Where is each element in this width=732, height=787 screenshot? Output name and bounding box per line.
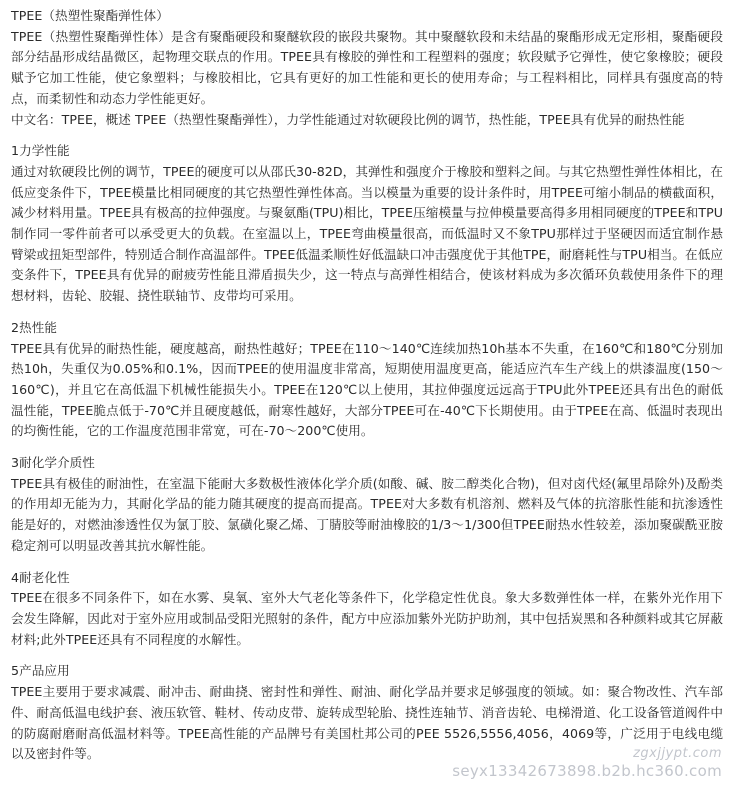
article: [11, 6, 723, 765]
section-body-thermal: TPEE具有优异的耐热性能，硬度越高，耐热性越好；TPEE在110～140℃连续加热10h基本不失重，在160℃和180℃分别加热10h，失重仅为0.05%和0.1%，因而TPEE的使用温度非常高，短期使用温度更高，能适应汽车生产线上的烘漆温度(150～160℃)，并且它在高低温下机械性能损失小。TPEE在120℃以上使用，其拉伸强度远远高于TPU此外TPEE还具有出色的耐低温性能，TPEE脆点低于-70℃并且硬度越低，耐寒性越好，大部分TPEE可在-40℃下长期使用。由于TPEE在高、低温时表现出的均衡性能，它的工作温度范围非常宽，可在-70～200℃使用。: [11, 340, 723, 439]
alias-line: 中文名：TPEE，概述 TPEE（热塑性聚酯弹性），力学性能通过对软硬段比例的调节，热性能，TPEE具有优异的耐热性能: [11, 111, 685, 127]
section-heading-applications: 5产品应用: [11, 663, 70, 679]
intro-paragraph: TPEE（热塑性聚酯弹性体）是含有聚酯硬段和聚醚软段的嵌段共聚物。其中聚醚软段和未结晶的聚酯形成无定形相，聚酯硬段部分结晶形成结晶微区，起物理交联点的作用。TPEE具有橡胶的弹性和工程塑料的强度；软段赋予它弹性，使它象橡胶；硬段赋予它加工性能，使它象塑料；与橡胶相比，它具有更好的加工性能和更长的使用寿命；与工程料相比，同样具有强度高的特点，而柔韧性和动态力学性能更好。: [11, 28, 723, 106]
section-gap: [11, 307, 723, 318]
section-body-chemical: TPEE具有极佳的耐油性，在室温下能耐大多数极性液体化学介质(如酸、碱、胺二醇类化合物)，但对卤代烃(氟里昂除外)及酚类的作用却无能为力，其耐化学品的能力随其硬度的提高而提高。TPEE对大多数有机溶剂、燃料及气体的抗溶胀性能和抗渗透性能是好的，对燃油渗透性仅为氯丁胶、氯磺化聚乙烯、丁腈胶等耐油橡胶的1/3～1/300但TPEE耐热水性较差，添加聚碳酰亚胺稳定剂可以明显改善其抗水解性能。: [11, 475, 723, 553]
section-body-aging: TPEE在很多不同条件下，如在水雾、臭氧、室外大气老化等条件下，化学稳定性优良。象大多数弹性体一样，在紫外光作用下会发生降解，因此对于室外应用或制品受阳光照射的条件，配方中应添加紫外光防护助剂，其中包括炭黑和各种颜料或其它屏蔽材料;此外TPEE还具有不同程度的水解性。: [11, 590, 723, 647]
section-heading-thermal: 2热性能: [11, 319, 57, 335]
section-body-mechanical: 通过对软硬段比例的调节，TPEE的硬度可以从邵氏30-82D，其弹性和强度介于橡胶和塑料之间。与其它热塑性弹性体相比，在低应变条件下，TPEE模量比相同硬度的其它热塑性弹性体高。当以模量为重要的设计条件时，用TPEE可缩小制品的横截面积，减少材料用量。TPEE具有极高的拉伸强度。与聚氨酯(TPU)相比，TPEE压缩模量与拉伸模量要高得多用相同硬度的TPEE和TPU制作同一零件前者可以承受更大的负载。在室温以上，TPEE弯曲模量很高，而低温时又不象TPU那样过于坚硬因而适宜制作悬臂梁或扭矩型部件，特别适合制作高温部件。TPEE低温柔顺性好低温缺口冲击强度优于其他TPE，耐磨耗性与TPU相当。在低应变条件下，TPEE具有优异的耐疲劳性能且滞盾损失少，这一特点与高弹性相结合，使该材料成为多次循环负载使用条件下的理想材料，齿轮、胶辊、挠性联轴节、皮带均可采用。: [11, 163, 723, 304]
section-gap: [11, 650, 723, 661]
section-heading-chemical: 3耐化学介质性: [11, 455, 95, 471]
section-gap: [11, 442, 723, 453]
section-gap: [11, 130, 723, 141]
article-title: TPEE（热塑性聚酯弹性体）: [11, 8, 169, 23]
section-heading-aging: 4耐老化性: [11, 569, 70, 585]
watermark-url: seyx13342673898.b2b.hc360.com: [452, 762, 722, 780]
section-heading-mechanical: 1力学性能: [11, 143, 70, 159]
section-gap: [11, 557, 723, 568]
watermark-logo: zgxjjypt.com: [633, 746, 722, 761]
section-body-applications: TPEE主要用于要求减震、耐冲击、耐曲挠、密封性和弹性、耐油、耐化学品并要求足够强度的领域。如：聚合物改性、汽车部件、耐高低温电线护套、液压软管、鞋材、传动皮带、旋转成型轮胎、挠性连轴节、消音齿轮、电梯滑道、化工设备管道阀件中的防腐耐磨耐高低温材料等。TPEE高性能的产品牌号有美国杜邦公司的PEE 5526,5556,4056，4069等，广泛用于电线电缆以及密封件等。: [11, 684, 723, 762]
